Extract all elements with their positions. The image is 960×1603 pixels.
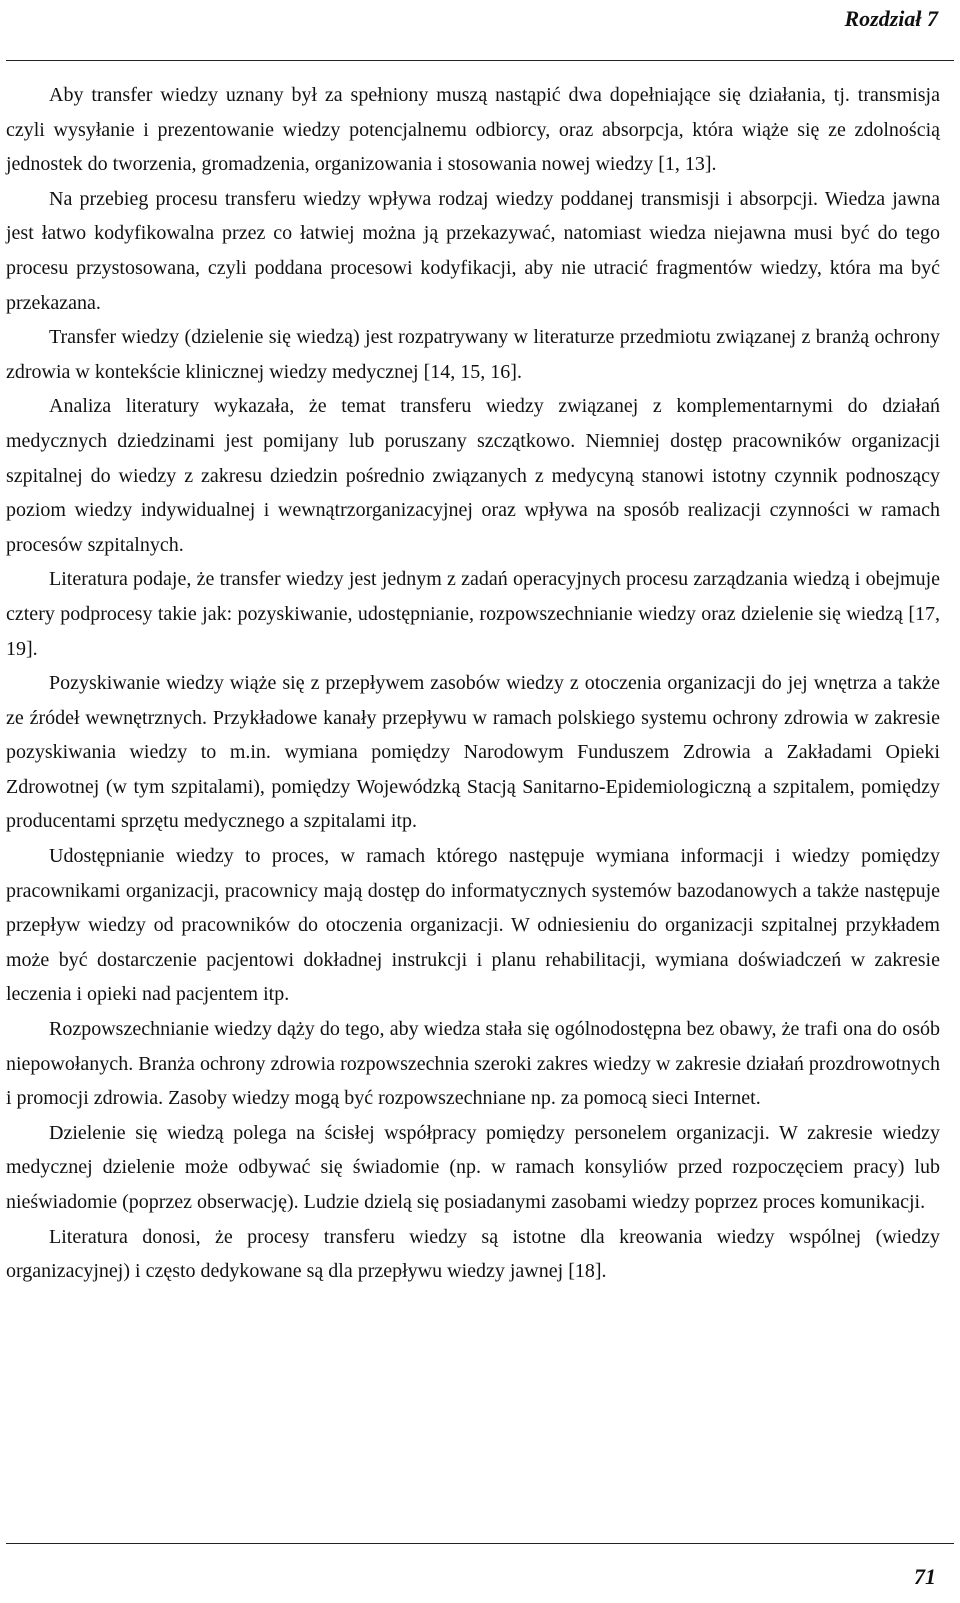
paragraph: Literatura podaje, że transfer wiedzy jest jednym z zadań operacyjnych procesu zarządzania wiedzą i obejmuje cztery podprocesy takie jak: pozyskiwanie, udostępnianie, rozpowszechnianie wiedzy oraz dzielenie się wiedzą [17, 19]. — [6, 568, 940, 660]
paragraph: Literatura donosi, że procesy transferu wiedzy są istotne dla kreowania wiedzy wspólnej (wiedzy organizacyjnej) i często dedykowane są dla przepływu wiedzy jawnej [18]. — [6, 1225, 940, 1283]
paragraph: Udostępnianie wiedzy to proces, w ramach którego następuje wymiana informacji i wiedzy pomiędzy pracownikami organizacji, pracownicy mają dostęp do informatycznych systemów bazodanowych a także następuje przepływ wiedzy od pracowników do otoczenia organizacji. W odniesieniu do organizacji szpitalnej przykładem może być dostarczenie pacjentowi dokładnej instrukcji i planu rehabilitacji, wymiana doświadczeń w zakresie leczenia i opieki nad pacjentem itp. — [6, 845, 940, 1006]
footer-divider — [6, 1543, 954, 1544]
paragraph: Dzielenie się wiedzą polega na ścisłej współpracy pomiędzy personelem organizacji. W zakresie wiedzy medycznej dzielenie może odbywać się świadomie (np. w ramach konsyliów przed rozpoczęciem pracy) lub nieświadomie (poprzez obserwację). Ludzie dzielą się posiadanymi zasobami wiedzy poprzez proces komunikacji. — [6, 1121, 940, 1213]
chapter-label: Rozdział 7 — [844, 6, 938, 31]
paragraph: Rozpowszechnianie wiedzy dąży do tego, aby wiedza stała się ogólnodostępna bez obawy, że trafi ona do osób niepowołanych. Branża ochrony zdrowia rozpowszechnia szeroki zakres wiedzy w zakresie działań prozdrowotnych i promocji zdrowia. Zasoby wiedzy mogą być rozpowszechniane np. za pomocą sieci Internet. — [6, 1018, 940, 1110]
paragraph: Na przebieg procesu transferu wiedzy wpływa rodzaj wiedzy poddanej transmisji i absorpcji. Wiedza jawna jest łatwo kodyfikowalna przez co łatwiej można ją przekazywać, natomiast wiedza niejawna musi być do tego procesu przystosowana, czyli poddana procesowi kodyfikacji, aby nie utracić fragmentów wiedzy, która ma być przekazana. — [6, 187, 940, 314]
paragraph: Aby transfer wiedzy uznany był za spełniony muszą nastąpić dwa dopełniające się działania, tj. transmisja czyli wysyłanie i prezentowanie wiedzy potencjalnemu odbiorcy, oraz absorpcja, która wiąże się ze zdolnością jednostek do tworzenia, gromadzenia, organizowania i stosowania nowej wiedzy [1, 13]. — [6, 84, 940, 176]
body-text — [6, 78, 940, 1289]
paragraph: Pozyskiwanie wiedzy wiąże się z przepływem zasobów wiedzy z otoczenia organizacji do jej wnętrza a także ze źródeł wewnętrznych. Przykładowe kanały przepływu w ramach polskiego systemu ochrony zdrowia w zakresie pozyskiwania wiedzy to m.in. wymiana pomiędzy Narodowym Funduszem Zdrowia a Zakładami Opieki Zdrowotnej (w tym szpitalami), pomiędzy Wojewódzką Stacją Sanitarno-Epidemiologiczną a szpitalem, pomiędzy producentami sprzętu medycznego a szpitalami itp. — [6, 672, 940, 833]
header-divider — [6, 60, 954, 61]
page-header — [0, 0, 960, 62]
paragraph: Transfer wiedzy (dzielenie się wiedzą) jest rozpatrywany w literaturze przedmiotu związanej z branżą ochrony zdrowia w kontekście klinicznej wiedzy medycznej [14, 15, 16]. — [6, 326, 940, 383]
paragraph: Analiza literatury wykazała, że temat transferu wiedzy związanej z komplementarnymi do działań medycznych dziedzinami jest pomijany lub poruszany szczątkowo. Niemniej dostęp pracowników organizacji szpitalnej do wiedzy z zakresu dziedzin pośrednio związanych z medycyną stanowi istotny czynnik podnoszący poziom wiedzy indywidualnej i wewnątrzorganizacyjnej oraz wpływa na sposób realizacji czynności w ramach procesów szpitalnych. — [6, 395, 940, 556]
page-number: 71 — [914, 1564, 936, 1589]
